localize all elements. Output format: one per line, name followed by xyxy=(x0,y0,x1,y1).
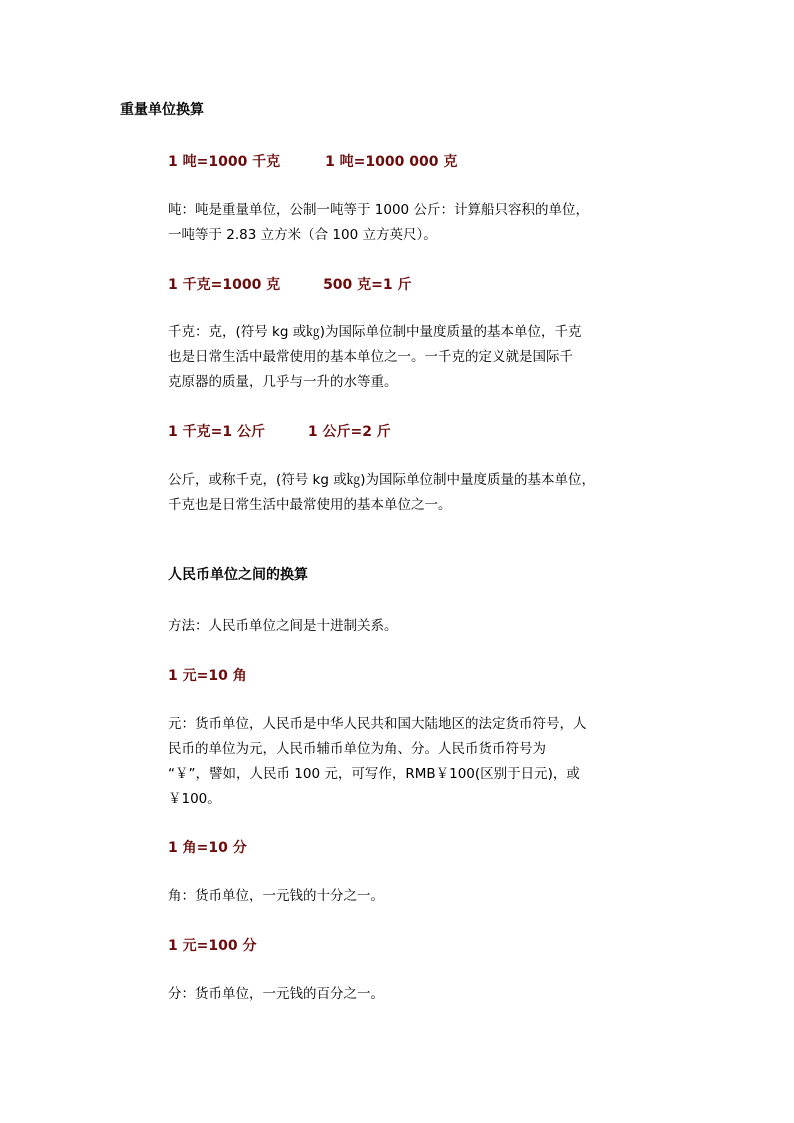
text-line: 方法：人民币单位之间是十进制关系。 xyxy=(168,618,398,634)
text-line: ￥100。 xyxy=(168,791,221,807)
formula-jiao-fen: 1 角=10 分 xyxy=(168,840,247,856)
paragraph-yuan xyxy=(168,712,638,812)
formula-g-jin: 500 克=1 斤 xyxy=(323,277,412,293)
paragraph-kilogram xyxy=(168,320,638,395)
text-line: 分：货币单位，一元钱的百分之一。 xyxy=(168,986,384,1002)
text-line: 角：货币单位，一元钱的十分之一。 xyxy=(168,888,384,904)
formula-row xyxy=(168,274,412,294)
text-line: 千克：克，(符号 kg 或㎏)为国际单位制中量度质量的基本单位，千克 xyxy=(168,324,582,340)
formula-yuan-fen: 1 元=100 分 xyxy=(168,938,257,954)
text-line: 克原器的质量，几乎与一升的水等重。 xyxy=(168,374,398,390)
text-line: 一吨等于 2.83 立方米（合 100 立方英尺）。 xyxy=(168,227,437,243)
text-line: 元：货币单位，人民币是中华人民共和国大陆地区的法定货币符号，人 xyxy=(168,716,587,732)
paragraph-method xyxy=(168,614,638,639)
text-line: 公斤，或称千克，(符号 kg 或㎏)为国际单位制中量度质量的基本单位， xyxy=(168,472,596,488)
paragraph-jiao xyxy=(168,884,638,909)
text-line: 吨：吨是重量单位，公制一吨等于 1000 公斤：计算船只容积的单位， xyxy=(168,202,589,218)
rmb-section-title: 人民币单位之间的换算 xyxy=(168,567,308,583)
formula-kg-gongjin: 1 千克=1 公斤 xyxy=(168,424,265,440)
formula-ton-g: 1 吨=1000 000 克 xyxy=(325,154,458,170)
formula-gongjin-jin: 1 公斤=2 斤 xyxy=(307,424,391,440)
paragraph-ton xyxy=(168,198,638,248)
formula-row xyxy=(168,421,391,441)
formula-ton-kg: 1 吨=1000 千克 xyxy=(168,154,281,170)
paragraph-fen xyxy=(168,982,638,1007)
text-line: 千克也是日常生活中最常使用的基本单位之一。 xyxy=(168,497,452,513)
formula-row xyxy=(168,151,457,171)
text-line: “￥”，譬如，人民币 100 元，可写作，RMB￥100(区别于日元)，或 xyxy=(168,766,580,782)
text-line: 也是日常生活中最常使用的基本单位之一。一千克的定义就是国际千 xyxy=(168,349,573,365)
weight-section-title: 重量单位换算 xyxy=(120,102,204,118)
paragraph-gongjin xyxy=(168,468,638,518)
text-line: 民币的单位为元，人民币辅币单位为角、分。人民币货币符号为 xyxy=(168,741,546,757)
formula-yuan-jiao: 1 元=10 角 xyxy=(168,668,247,684)
formula-kg-g: 1 千克=1000 克 xyxy=(168,277,281,293)
